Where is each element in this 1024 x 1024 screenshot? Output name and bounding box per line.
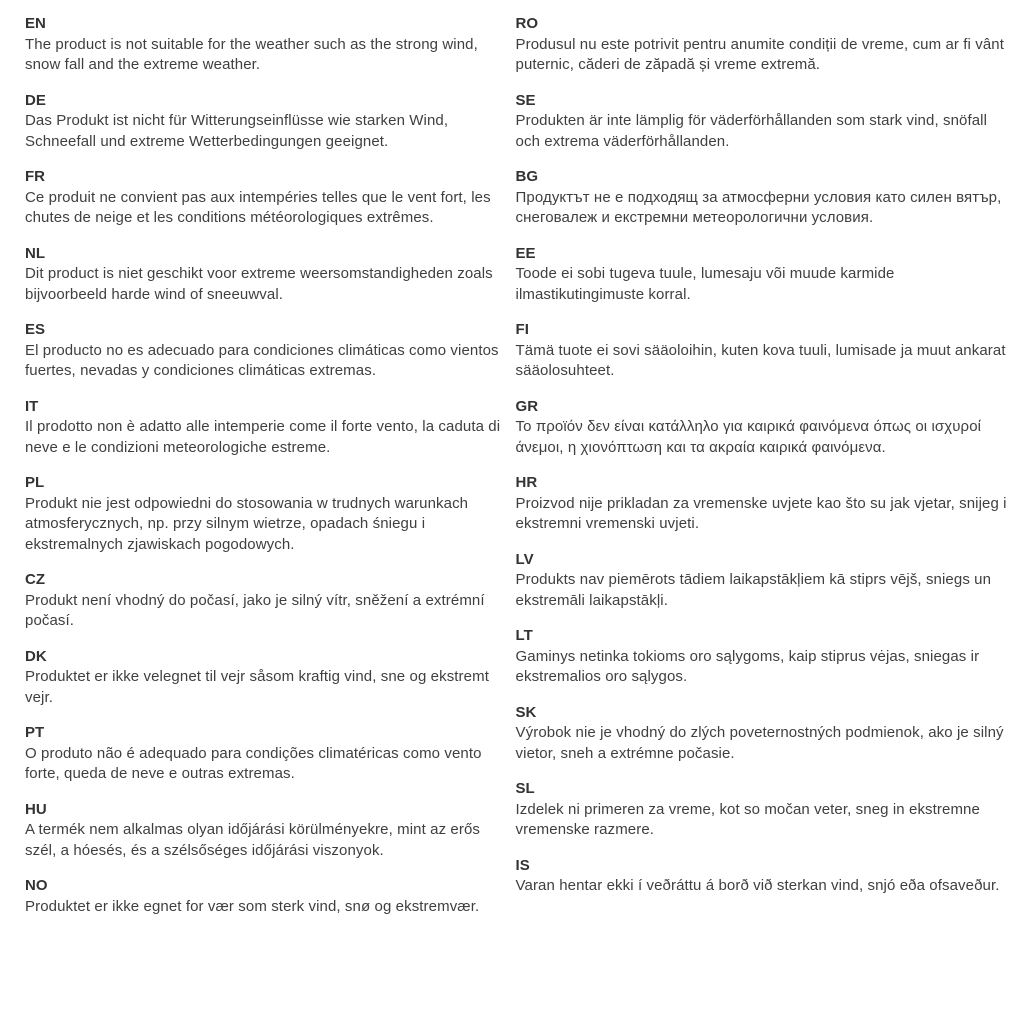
language-code: HR [515, 474, 538, 491]
language-text: Gaminys netinka tokioms oro sąlygoms, kaip stiprus vėjas, sniegas ir ekstremalios oro sąlygos. [515, 647, 980, 685]
language-text: The product is not suitable for the weather such as the strong wind, snow fall and the extreme weather. [25, 35, 478, 73]
language-code: GR [515, 397, 539, 415]
language-code: DE [25, 91, 46, 109]
language-block-no [25, 876, 502, 917]
language-text: Produsul nu este potrivit pentru anumite condiții de vreme, cum ar fi vânt puternic, căderi de zăpadă și vreme extremă. [515, 35, 1004, 73]
language-text: Produkts nav piemērots tādiem laikapstākļiem kā stiprs vējš, sniegs un ekstremāli laikapstākļi. [515, 571, 992, 609]
language-code: SK [515, 703, 537, 721]
language-block-ee [516, 244, 1010, 306]
language-code: BG [515, 168, 539, 185]
language-block-pt [25, 723, 502, 785]
language-code: LT [515, 627, 533, 644]
language-text: Il prodotto non è adatto alle intemperie come il forte vento, la caduta di neve e le condizioni meteorologiche estreme. [25, 418, 501, 456]
language-block-de [25, 91, 502, 153]
language-text: Proizvod nije prikladan za vremenske uvjete kao što su jak vjetar, snijeg i ekstremni vremenski uvjeti. [515, 494, 1007, 532]
language-block-hu [25, 800, 502, 862]
language-text: El producto no es adecuado para condiciones climáticas como vientos fuertes, nevadas y condiciones climáticas extremas. [25, 341, 499, 379]
language-text: O produto não é adequado para condições climatéricas como vento forte, queda de neve e outras extremas. [25, 744, 482, 782]
language-block-it [25, 397, 502, 459]
language-block-bg [516, 167, 1010, 229]
language-code: NO [25, 877, 48, 894]
language-code: IT [25, 397, 39, 415]
language-text: A termék nem alkalmas olyan időjárási körülményekre, mint az erős szél, a hóesés, és a szélsőséges időjárási viszonyok. [25, 821, 481, 859]
language-block-sl [516, 779, 1010, 841]
language-block-pl [25, 473, 502, 555]
language-code: LV [515, 550, 534, 568]
language-block-ro [516, 14, 1010, 76]
language-block-en [25, 14, 502, 76]
language-text: Varan hentar ekki í veðráttu á borð við sterkan vind, snjó eða ofsaveður. [515, 877, 1000, 894]
language-text: Dit product is niet geschikt voor extreme weersomstandigheden zoals bijvoorbeeld harde wind of sneeuwval. [25, 265, 493, 303]
language-text: Το προϊόν δεν είναι κατάλληλο για καιρικά φαινόμενα όπως οι ισχυροί άνεμοι, η χιονόπτωση και τα ακραία καιρικά φαινόμενα. [515, 418, 982, 456]
language-code: DK [25, 647, 47, 665]
language-block-hr [516, 473, 1010, 535]
language-code: FI [515, 321, 529, 338]
right-column [516, 14, 1010, 1024]
language-code: SE [515, 91, 536, 109]
language-block-fi [516, 320, 1010, 382]
language-code: FR [25, 168, 45, 185]
language-block-nl [25, 244, 502, 306]
language-block-fr [25, 167, 502, 229]
language-text: Tämä tuote ei sovi sääoloihin, kuten kova tuuli, lumisade ja muut ankarat sääolosuhteet. [515, 341, 1006, 379]
language-block-cz [25, 570, 502, 632]
language-code: EE [515, 244, 536, 262]
language-block-is [516, 856, 1010, 897]
language-block-lv [516, 550, 1010, 612]
language-code: PL [25, 474, 45, 491]
language-text: Produkt nie jest odpowiedni do stosowania w trudnych warunkach atmosferycznych, np. przy silnym wietrze, opadach śniegu i ekstremalnych zjawiskach pogodowych. [25, 494, 469, 553]
language-block-es [25, 320, 502, 382]
language-block-se [516, 91, 1010, 153]
language-text: Toode ei sobi tugeva tuule, lumesaju või muude karmide ilmastikutingimuste korral. [515, 265, 895, 303]
language-text: Produkten är inte lämplig för väderförhållanden som stark vind, snöfall och extrema väderförhållanden. [515, 112, 988, 150]
language-text: Výrobok nie je vhodný do zlých poveternostných podmienok, ako je silný vietor, sneh a extrémne počasie. [515, 724, 1004, 762]
language-code: NL [25, 244, 45, 262]
language-text: Izdelek ni primeren za vreme, kot so močan veter, sneg in ekstremne vremenske razmere. [515, 800, 980, 838]
language-code: RO [515, 15, 539, 32]
language-code: IS [515, 856, 530, 874]
language-text: Ce produit ne convient pas aux intempéries telles que le vent fort, les chutes de neige et les conditions météorologiques extrêmes. [25, 188, 491, 226]
language-code: EN [25, 15, 46, 32]
language-text: Продуктът не е подходящ за атмосферни условия като силен вятър, снеговалеж и екстремни метеорологични условия. [515, 188, 1002, 226]
language-block-gr [516, 397, 1010, 459]
language-text: Das Produkt ist nicht für Witterungseinflüsse wie starken Wind, Schneefall und extreme Wetterbedingungen geeignet. [25, 112, 449, 150]
language-code: ES [25, 321, 46, 338]
language-code: SL [515, 780, 535, 797]
language-code: CZ [25, 571, 45, 588]
language-block-sk [516, 703, 1010, 765]
language-block-dk [25, 647, 502, 709]
language-text: Produktet er ikke velegnet til vejr såsom kraftig vind, sne og ekstremt vejr. [25, 668, 489, 706]
language-text: Produktet er ikke egnet for vær som sterk vind, snø og ekstremvær. [25, 897, 480, 915]
language-block-lt [516, 626, 1010, 688]
left-column [25, 14, 502, 1024]
language-text: Produkt není vhodný do počasí, jako je silný vítr, sněžení a extrémní počasí. [25, 591, 485, 629]
language-code: PT [25, 724, 45, 741]
language-code: HU [25, 800, 47, 818]
